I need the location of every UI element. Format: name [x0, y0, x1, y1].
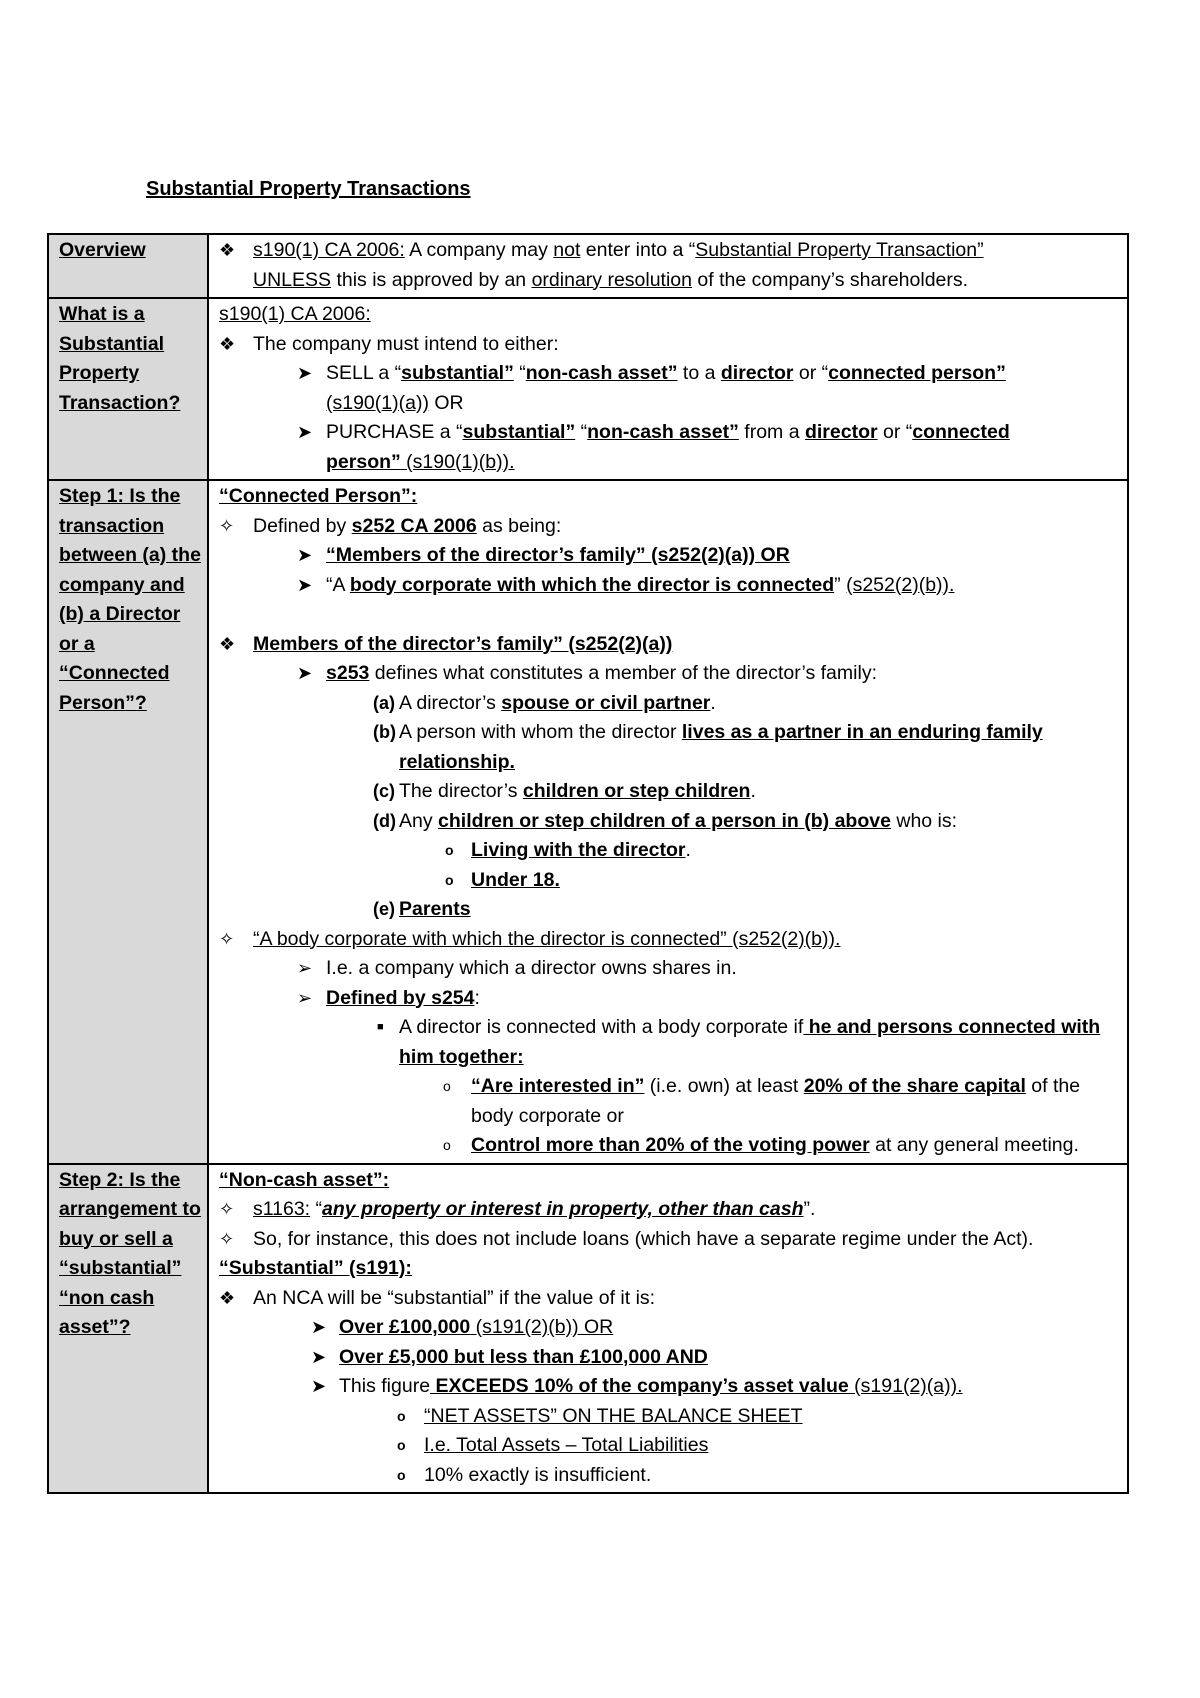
list-item — [219, 807, 1121, 837]
text: he and persons connected with him together: — [399, 1016, 1101, 1068]
text: “Non-cash asset”: — [219, 1168, 390, 1191]
list-item — [219, 359, 1121, 389]
text: Over £5,000 but less than £100,000 AND — [339, 1345, 708, 1368]
text: (i.e. own) at least — [644, 1075, 804, 1097]
arrow-bullet-icon: ➤ — [297, 545, 313, 565]
list-item — [219, 1431, 1121, 1461]
list-item — [219, 836, 1121, 866]
row-label-text: Step 2: Is the arrangement to buy or sell a “substantial” “non cash asset”? — [59, 1168, 201, 1338]
arrow-bullet-icon: ➤ — [297, 363, 313, 383]
text: “ — [310, 1198, 323, 1220]
list-marker: (e) — [373, 899, 395, 919]
text: A director is connected with a body corporate if — [399, 1016, 804, 1038]
text: s1163: — [253, 1198, 311, 1220]
text: Substantial Property Transaction” — [695, 239, 984, 261]
circle-bullet-icon: o — [443, 1078, 451, 1094]
text: s253 — [326, 662, 370, 684]
text: (s190(1)(a)) — [326, 391, 429, 414]
text: OR — [428, 391, 464, 414]
list-item — [219, 512, 1121, 542]
text: Defined by — [253, 514, 352, 537]
text: A director’s — [399, 691, 502, 714]
page-title: Substantial Property Transactions — [146, 178, 471, 200]
circle-bullet-icon: o — [443, 1137, 451, 1153]
list-item — [219, 777, 1121, 807]
text: UNLESS — [253, 268, 332, 291]
text: ”. — [803, 1198, 816, 1220]
text: (s252(2)(b)). — [846, 573, 955, 596]
list-item — [219, 895, 1121, 925]
text: Control more than 20% of the voting power — [471, 1134, 870, 1156]
row-label-text: Step 1: Is the transaction between (a) the company and (b) a Director or a “Connected Person”? — [59, 485, 201, 714]
text: An NCA will be “substantial” if the value of it is: — [253, 1286, 656, 1309]
circle-bullet-icon: o — [397, 1466, 406, 1483]
diamond-bullet-icon: ❖ — [219, 333, 236, 354]
text: (s190(1)(b)). — [400, 450, 515, 473]
text: “ — [575, 421, 588, 443]
spacer — [219, 600, 1121, 630]
text: Parents — [399, 898, 471, 920]
text: Any — [399, 809, 439, 832]
open-diamond-bullet-icon: ✧ — [219, 515, 235, 536]
square-bullet-icon: ■ — [377, 1021, 384, 1033]
row-label-text: Overview — [59, 239, 146, 261]
list-item — [219, 541, 1121, 571]
list-item — [219, 571, 1121, 601]
list-item — [219, 1372, 1121, 1402]
list-marker: (b) — [373, 722, 396, 742]
list-item — [219, 1195, 1121, 1225]
text: children or step children of a person in (b) above — [438, 809, 891, 832]
list-item — [219, 630, 1121, 660]
text: 20% of the share capital — [803, 1075, 1026, 1097]
table-row — [48, 234, 1128, 298]
text: person” — [326, 450, 401, 473]
list-item — [219, 1402, 1121, 1432]
text: substantial” — [401, 362, 514, 384]
text: ordinary resolution — [531, 268, 692, 291]
diamond-bullet-icon: ❖ — [219, 1287, 236, 1308]
section-heading — [219, 300, 1121, 330]
arrow-bullet-icon: ➤ — [297, 663, 313, 683]
arrow-bullet-icon: ➤ — [297, 422, 313, 442]
row-content — [208, 298, 1128, 480]
text: lives as a partner in an enduring family relationship. — [399, 721, 1043, 773]
text: any property or interest in property, other than cash — [322, 1198, 804, 1220]
text: . — [685, 839, 691, 861]
row-label — [48, 298, 208, 480]
text: A person with whom the director — [399, 721, 682, 743]
table-row — [48, 298, 1128, 480]
text: ” — [834, 573, 847, 596]
list-item — [219, 1284, 1121, 1314]
text: non-cash asset” — [525, 362, 678, 384]
open-diamond-bullet-icon: ✧ — [219, 1199, 235, 1219]
list-item-continued — [219, 266, 1121, 296]
list-item — [219, 236, 1121, 266]
list-item — [219, 1225, 1121, 1255]
text: Over £100,000 — [339, 1316, 471, 1338]
list-item — [219, 866, 1121, 896]
text: spouse or civil partner — [501, 691, 711, 714]
text: at any general meeting. — [869, 1134, 1079, 1156]
list-item — [219, 1013, 1121, 1072]
list-item — [219, 1072, 1121, 1131]
text: substantial” — [462, 421, 576, 443]
list-marker: (d) — [373, 810, 396, 831]
table-row — [48, 1164, 1128, 1494]
row-content — [208, 480, 1128, 1164]
text: s252 CA 2006 — [351, 514, 477, 537]
text: (s191(2)(b)) OR — [470, 1316, 614, 1338]
list-marker: (a) — [373, 692, 395, 713]
text: “Substantial” (s191): — [219, 1257, 412, 1279]
text: “A body corporate with which the director is connected” (s252(2)(b)). — [253, 927, 841, 950]
diamond-bullet-icon: ❖ — [219, 240, 236, 260]
list-item — [219, 954, 1121, 984]
list-item-continued — [219, 448, 1121, 478]
list-item — [219, 1131, 1121, 1161]
text: connected person” — [828, 362, 1006, 384]
text: PURCHASE a “ — [326, 421, 463, 443]
text: This figure — [339, 1375, 431, 1397]
text: Living with the director — [471, 839, 686, 861]
text: children or step children — [522, 780, 751, 802]
list-item — [219, 1313, 1121, 1343]
list-item — [219, 984, 1121, 1014]
text: So, for instance, this does not include loans (which have a separate regime under the Act). — [253, 1227, 1034, 1250]
list-item — [219, 925, 1121, 955]
text: The company must intend to either: — [253, 332, 559, 355]
text: I.e. a company which a director owns shares in. — [326, 957, 737, 979]
text: . — [710, 691, 716, 714]
section-heading — [219, 1254, 1121, 1284]
text: s190(1) CA 2006: — [253, 239, 405, 261]
text: 10% exactly is insufficient. — [424, 1463, 652, 1486]
text: Defined by s254 — [326, 986, 475, 1009]
section-heading — [219, 1166, 1121, 1196]
open-diamond-bullet-icon: ✧ — [219, 928, 235, 949]
text: “Are interested in” — [471, 1075, 645, 1097]
circle-bullet-icon: o — [445, 871, 454, 888]
row-content — [208, 234, 1128, 298]
row-label — [48, 1164, 208, 1494]
list-item — [219, 418, 1121, 448]
text: s190(1) CA 2006: — [219, 303, 371, 325]
list-item — [219, 689, 1121, 719]
text: director — [804, 421, 878, 443]
list-item-continued — [219, 389, 1121, 419]
text: or “ — [877, 421, 913, 443]
list-marker: (c) — [373, 781, 395, 801]
text: “Connected Person”: — [219, 485, 418, 507]
text: this is approved by an — [331, 268, 532, 291]
circle-bullet-icon: o — [397, 1437, 406, 1453]
text: enter into a “ — [580, 239, 696, 261]
text: from a — [738, 421, 805, 443]
text: “ — [513, 362, 526, 384]
text: or “ — [793, 362, 829, 384]
list-item — [219, 659, 1121, 689]
text: “Members of the director’s family” (s252(2)(a)) OR — [326, 544, 790, 566]
circle-bullet-icon: o — [397, 1407, 406, 1424]
text: non-cash asset” — [587, 421, 739, 443]
row-label-text: What is a Substantial Property Transaction? — [59, 303, 181, 414]
list-item — [219, 1461, 1121, 1491]
arrow-bullet-icon: ➤ — [311, 1346, 327, 1367]
list-item — [219, 718, 1121, 777]
list-item — [219, 330, 1121, 360]
arrow-bullet-icon: ➤ — [311, 1317, 327, 1337]
text: “A — [326, 573, 350, 596]
notes-table — [47, 233, 1129, 1494]
text: not — [553, 239, 581, 261]
text: Under 18. — [471, 868, 560, 891]
text: “NET ASSETS” ON THE BALANCE SHEET — [424, 1404, 803, 1427]
text: (s191(2)(a)). — [848, 1375, 963, 1397]
text: . — [750, 780, 756, 802]
text: who is: — [890, 809, 958, 832]
row-label — [48, 234, 208, 298]
text: connected — [912, 421, 1010, 443]
text: A company may — [404, 239, 554, 261]
text: body corporate with which the director is connected — [349, 573, 835, 596]
open-diamond-bullet-icon: ✧ — [219, 1228, 235, 1249]
text: The director’s — [399, 780, 523, 802]
list-item — [219, 1343, 1121, 1373]
text: of the company’s shareholders. — [692, 268, 969, 291]
open-arrow-bullet-icon: ➢ — [297, 987, 313, 1008]
text: Members of the director’s family” (s252(2)(a)) — [253, 632, 673, 655]
text: director — [720, 362, 794, 384]
arrow-bullet-icon: ➤ — [311, 1376, 327, 1396]
row-label — [48, 480, 208, 1164]
open-arrow-bullet-icon: ➢ — [297, 958, 313, 978]
text: EXCEEDS 10% of the company’s asset value — [430, 1375, 849, 1397]
text: to a — [677, 362, 721, 384]
table-row — [48, 480, 1128, 1164]
diamond-bullet-icon: ❖ — [219, 633, 236, 654]
text: defines what constitutes a member of the director’s family: — [369, 662, 877, 684]
row-content — [208, 1164, 1128, 1494]
text: SELL a “ — [326, 362, 402, 384]
arrow-bullet-icon: ➤ — [297, 574, 313, 595]
text: as being: — [476, 514, 562, 537]
section-heading — [219, 482, 1121, 512]
text: I.e. Total Assets – Total Liabilities — [424, 1434, 709, 1456]
text: of the body corporate or — [471, 1075, 1081, 1127]
text: : — [474, 986, 480, 1009]
circle-bullet-icon: o — [445, 842, 454, 858]
